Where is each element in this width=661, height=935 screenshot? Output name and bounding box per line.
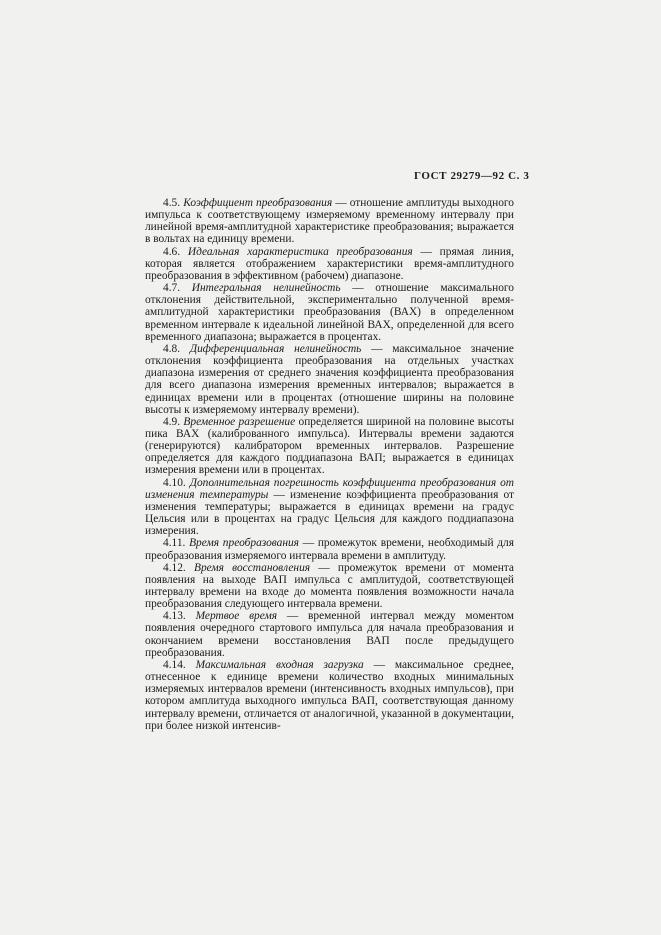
- clause-number: 4.9.: [163, 415, 181, 428]
- definition: — максимальное значение отклонения коэффициента преобразования на отдельных участках диапазона измерения от среднего значения коэффициента преобразования для всего диапазона измерения временных интервалов; выражается в единицах времени или в процентах (отношение ширины на половине высоты к измеряемому интервалу времени).: [145, 342, 514, 416]
- definition: — промежуток времени, необходимый для преобразования измеряемого интервала времени в амплитуду.: [145, 537, 514, 562]
- paragraph-4-12: [145, 562, 514, 611]
- definition: — отношение максимального отклонения действительной, экспериментально полученной время-амплитудной характеристики преобразования (ВАХ) в определенном временном интервале к идеальной линейной ВАХ, определенной для всего временного диапазона; выражается в процентах.: [145, 282, 514, 343]
- paragraph-4-7: [145, 282, 514, 343]
- term: Максимальная входная загрузка: [195, 658, 364, 671]
- term: Коэффициент преобразования: [183, 197, 333, 209]
- term: Дифференциальная нелинейность: [189, 342, 362, 355]
- clause-number: 4.14.: [163, 658, 186, 671]
- definition: — максимальное среднее, отнесенное к единице времени количество входных минимальных измеряемых интервалов времени (интенсивность входных импульсов), при котором амплитуда выходного импульса ВАП, соответствующая данному интервалу времени, отличается от аналогичной, указанной в документации, при более низкой интенсив-: [145, 658, 514, 732]
- paragraph-4-11: [145, 537, 514, 561]
- term: Дополнительная погрешность коэффициента преобразования от изменения температуры: [145, 476, 514, 501]
- clause-number: 4.8.: [163, 342, 181, 355]
- paragraph-4-10: [145, 477, 514, 538]
- clause-number: 4.7.: [163, 282, 181, 295]
- paragraph-4-9: [145, 416, 514, 477]
- definition: — изменение коэффициента преобразования от изменения температуры; выражается в единицах времени на градус Цельсия или в процентах на градус Цельсия для каждого поддиапазона измерения.: [145, 488, 514, 538]
- clause-number: 4.10.: [163, 476, 186, 489]
- term: Временное разрешение: [183, 415, 296, 428]
- term: Время преобразования: [189, 537, 299, 550]
- definition: — отношение амплитуды выходного импульса к соответствующему измеряемому временному интервалу при линейной время-амплитудной характеристике преобразования; выражается в вольтах на единицу времени.: [145, 197, 514, 246]
- clause-number: 4.12.: [163, 561, 186, 574]
- clause-number: 4.11.: [163, 537, 186, 550]
- definition: определяется шириной на половине высоты пика ВАХ (калиброванного импульса). Интервалы времени задаются (генерируются) калибратором временных интервалов. Разрешение определяется для каждого поддиапазона ВАП; выражается в единицах измерения времени или в процентах.: [145, 415, 514, 477]
- definition: — промежуток времени от момента появления на выходе ВАП импульса с амплитудой, соответствующей интервалу времени на входе до момента появления возможности начала преобразования следующего интервала времени.: [145, 561, 514, 611]
- paragraph-4-13: [145, 610, 514, 659]
- term: Интегральная нелинейность: [191, 282, 341, 295]
- paragraph-4-14: [145, 659, 514, 732]
- clause-number: 4.13.: [163, 610, 186, 623]
- definition: — прямая линия, которая является отображением характеристики время-амплитудного преобразования в эффективном (рабочем) диапазоне.: [145, 245, 514, 282]
- paragraph-4-6: [145, 246, 514, 282]
- term: Время восстановления: [193, 561, 311, 574]
- paragraph-4-8: [145, 343, 514, 416]
- definition: — временной интервал между моментом появления очередного стартового импульса для начала преобразования и окончанием времени восстановления ВАП после предыдущего преобразования.: [145, 610, 514, 659]
- clause-number: 4.6.: [163, 245, 181, 258]
- clause-number: 4.5.: [163, 197, 181, 209]
- term: Мертвое время: [195, 610, 278, 623]
- document-body: [145, 197, 514, 732]
- term: Идеальная характеристика преобразования: [187, 245, 413, 258]
- paragraph-4-5: [145, 197, 514, 246]
- page-header: ГОСТ 29279—92 С. 3: [414, 170, 530, 182]
